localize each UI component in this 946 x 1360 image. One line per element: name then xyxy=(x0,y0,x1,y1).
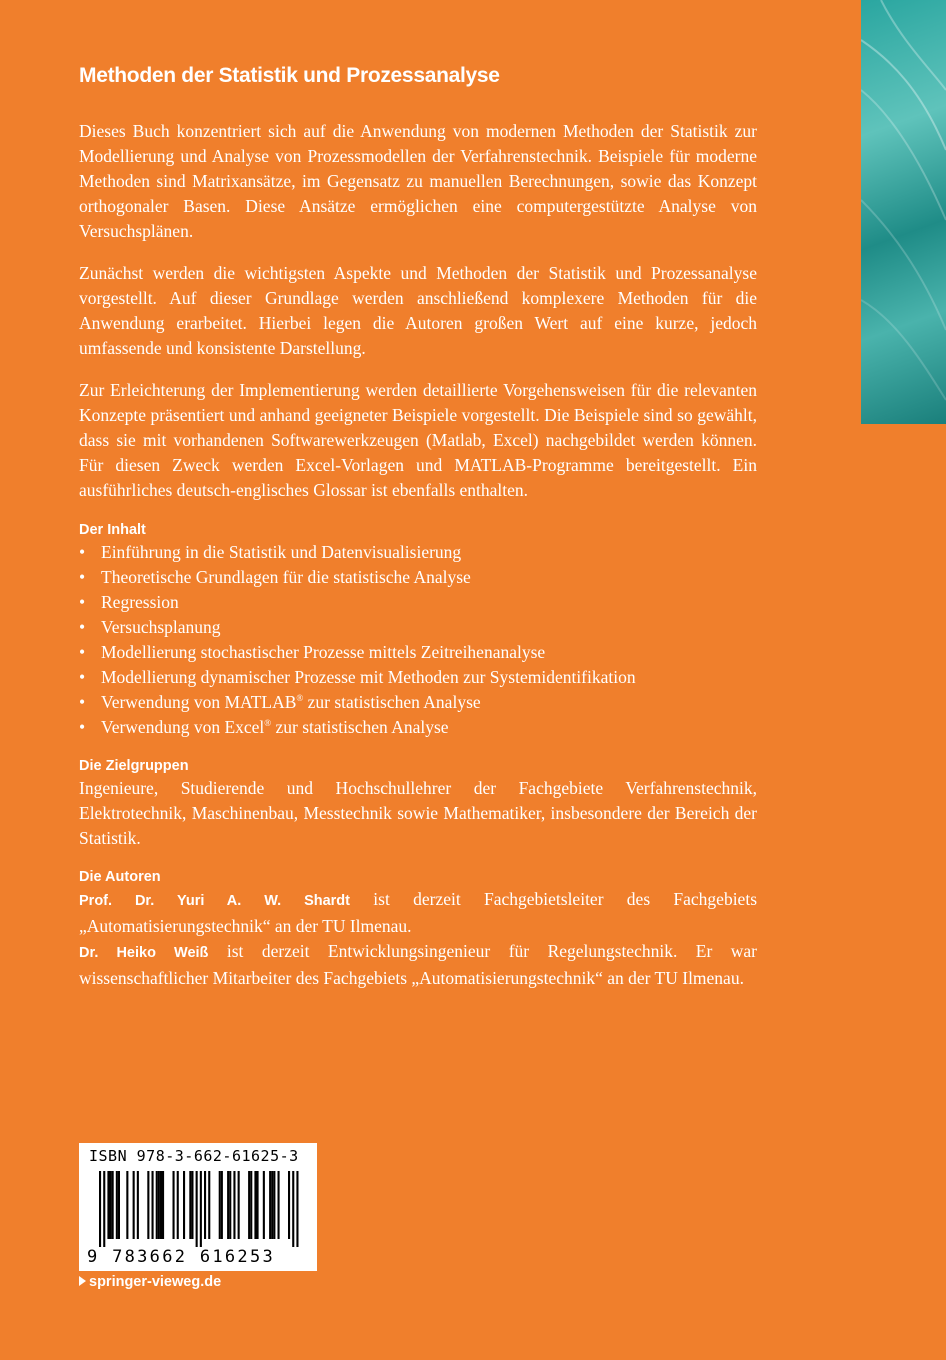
publisher-link[interactable] xyxy=(79,1274,221,1290)
bullet-icon: • xyxy=(79,542,86,562)
description-paragraph-2: Zunächst werden die wichtigsten Aspekte und Methoden der Statistik und Prozessanalyse vorgestellt. Auf dieser Grundlage werden anschließend komplexere Methoden für die Anwendung erarbeitet. Hierbei legen die Autoren großen Wert auf eine kurze, jedoch umfassende und konsistente Darstellung. xyxy=(79,263,757,358)
list-item: • Modellierung dynamischer Prozesse mit Methoden zur Systemidentifikation xyxy=(79,665,757,690)
barcode-bar xyxy=(288,1171,290,1239)
barcode-bar xyxy=(292,1171,294,1247)
barcode-bar xyxy=(204,1171,206,1239)
barcode-bar xyxy=(273,1171,275,1239)
barcode-bar xyxy=(254,1171,256,1239)
barcode-bar xyxy=(126,1171,128,1239)
target-groups-section xyxy=(79,756,757,851)
bullet-icon: • xyxy=(79,667,86,687)
barcode-bar xyxy=(156,1171,158,1239)
barcode-bar xyxy=(183,1171,185,1239)
publisher-url: springer-vieweg.de xyxy=(89,1274,222,1290)
blurb-content xyxy=(79,119,757,1007)
list-item: • Versuchsplanung xyxy=(79,615,757,640)
contents-list xyxy=(79,540,757,740)
book-title: Methoden der Statistik und Prozessanalyse xyxy=(79,64,500,87)
author-name: Prof. Dr. Yuri A. W. Shardt xyxy=(79,893,350,909)
bullet-icon: • xyxy=(79,692,86,712)
isbn-label: ISBN 978-3-662-61625-3 xyxy=(89,1147,299,1165)
barcode-bar xyxy=(112,1171,114,1239)
barcode-bar xyxy=(200,1171,202,1247)
barcode-bar xyxy=(221,1171,223,1239)
barcode-bar xyxy=(296,1171,298,1247)
barcode-icon xyxy=(85,1171,311,1247)
arrow-right-icon xyxy=(79,1276,86,1286)
authors-heading: Die Autoren xyxy=(79,869,161,885)
bullet-icon: • xyxy=(79,617,86,637)
ean-digits: 9 783662 616253 xyxy=(87,1247,276,1267)
barcode-bar xyxy=(278,1171,280,1239)
barcode-bar xyxy=(173,1171,175,1239)
list-item: • Verwendung von Excel® zur statistischen Analyse xyxy=(79,715,757,740)
authors-section xyxy=(79,867,757,991)
barcode-bar xyxy=(137,1171,139,1239)
barcode-bar xyxy=(219,1171,221,1239)
barcode-bar xyxy=(160,1171,162,1239)
list-item: • Einführung in die Statistik und Datenvisualisierung xyxy=(79,540,757,565)
barcode-bar xyxy=(103,1171,105,1247)
target-groups-heading: Die Zielgruppen xyxy=(79,758,189,774)
list-item: • Regression xyxy=(79,590,757,615)
barcode-bar xyxy=(147,1171,149,1239)
description-paragraph-3: Zur Erleichterung der Implementierung werden detaillierte Vorgehensweisen für die relevanten Konzepte präsentiert und anhand geeigneter Beispiele vorgestellt. Die Beispiele sind so gewählt, dass sie mit vorhandenen Softwarewerkzeugen (Matlab, Excel) nachgebildet werden können. Für diesen Zweck werden Excel-Vorlagen und MATLAB-Programme bereitgestellt. Ein ausführliches deutsch-englisches Glossar ist ebenfalls enthalten. xyxy=(79,380,757,500)
barcode-bar xyxy=(99,1171,101,1247)
wave-decoration xyxy=(861,0,946,424)
barcode-bar xyxy=(248,1171,250,1239)
barcode-bar xyxy=(110,1171,112,1239)
barcode-bar xyxy=(116,1171,118,1239)
barcode-bar xyxy=(269,1171,271,1239)
barcode-bar xyxy=(208,1171,210,1239)
list-item: • Modellierung stochastischer Prozesse mittels Zeitreihenanalyse xyxy=(79,640,757,665)
author-bio-1: Prof. Dr. Yuri A. W. Shardt ist derzeit Fachgebietsleiter des Fachgebiets „Automatisierungstechnik“ an der TU Ilmenau. xyxy=(79,889,758,936)
cover-graphic-strip xyxy=(861,0,946,424)
list-item: • Verwendung von MATLAB® zur statistischen Analyse xyxy=(79,690,757,715)
barcode-bar xyxy=(271,1171,273,1239)
barcode-bar xyxy=(250,1171,252,1239)
barcode-bar xyxy=(227,1171,229,1239)
description-paragraph-1: Dieses Buch konzentriert sich auf die Anwendung von modernen Methoden der Statistik zur Modellierung und Analyse von Prozessmodellen der Verfahrenstechnik. Beispiele für moderne Methoden sind Matrixansätze, im Gegensatz zu manuellen Berechnungen, sowie das Konzept orthogonaler Basen. Diese Ansätze ermöglichen eine computergestützte Analyse von Versuchsplänen. xyxy=(79,121,757,241)
bullet-icon: • xyxy=(79,717,86,737)
contents-heading: Der Inhalt xyxy=(79,522,146,538)
barcode-bar xyxy=(133,1171,135,1239)
bullet-icon: • xyxy=(79,567,86,587)
barcode-bar xyxy=(189,1171,191,1239)
barcode-bar xyxy=(263,1171,265,1239)
bullet-icon: • xyxy=(79,592,86,612)
barcode-bar xyxy=(229,1171,231,1239)
barcode-bar xyxy=(152,1171,154,1239)
barcode-bar xyxy=(196,1171,198,1247)
barcode-bar xyxy=(257,1171,259,1239)
bullet-icon: • xyxy=(79,642,86,662)
author-name: Dr. Heiko Weiß xyxy=(79,945,209,961)
barcode-bar xyxy=(107,1171,109,1239)
barcode-bar xyxy=(162,1171,164,1239)
barcode-bar xyxy=(238,1171,240,1239)
list-item: • Theoretische Grundlagen für die statistische Analyse xyxy=(79,565,757,590)
barcode-bar xyxy=(118,1171,120,1239)
barcode-bar xyxy=(158,1171,160,1239)
barcode-bar xyxy=(233,1171,235,1239)
barcode-bar xyxy=(177,1171,179,1239)
barcode-bar xyxy=(191,1171,193,1239)
isbn-barcode xyxy=(79,1143,317,1271)
target-groups-text: Ingenieure, Studierende und Hochschullehrer der Fachgebiete Verfahrenstechnik, Elektrotechnik, Maschinenbau, Messtechnik sowie Mathematiker, insbesondere der Bereich der Statistik. xyxy=(79,778,757,848)
author-bio-2: Dr. Heiko Weiß ist derzeit Entwicklungsingenieur für Regelungstechnik. Er war wissenschaftlicher Mitarbeiter des Fachgebiets „Automatisierungstechnik“ an der TU Ilmenau. xyxy=(79,941,757,988)
